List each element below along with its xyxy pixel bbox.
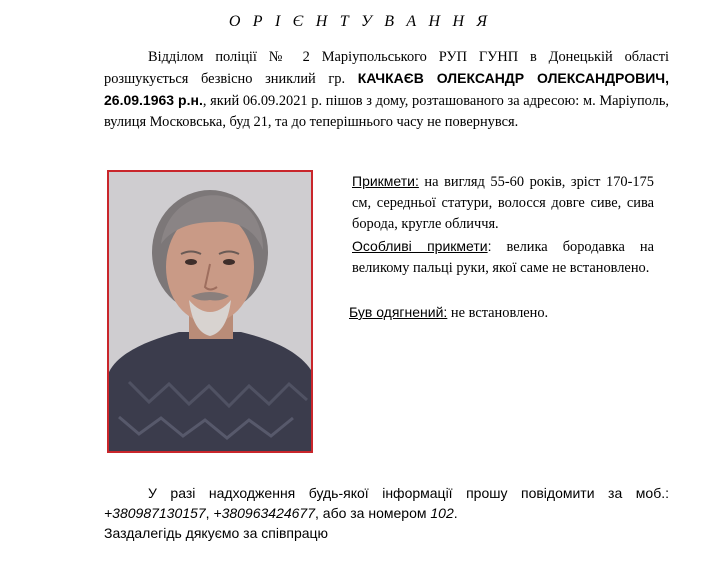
- phone-number-2: +380963424677: [213, 505, 315, 521]
- thanks-text: Заздалегідь дякуємо за співпрацю: [104, 525, 329, 541]
- intro-text-2: , який 06.09.2021 р. пішов з дому, розташованого за адресою: м. Маріуполь, вулиця Московська, буд 21, та до теперішнього часу не повернувся.: [104, 93, 669, 130]
- or-number-text: , або за номером: [315, 505, 427, 521]
- special-signs-label: Особливі прикмети: [352, 238, 488, 254]
- signs-text: на вигляд 55-60 років, зріст 170-175 см, середньої статури, волосся довге сиве, сива борода, кругле обличчя.: [352, 174, 654, 232]
- right-eye: [223, 259, 235, 265]
- special-signs-colon: :: [487, 238, 492, 254]
- clothes-text: не встановлено.: [447, 305, 549, 321]
- intro-text-1: Відділом поліції № 2 Маріупольського РУП ГУНП в Донецькій області розшукується безвісно зниклий гр.: [104, 49, 669, 87]
- intro-paragraph: [104, 47, 669, 133]
- special-signs-text: велика бородавка на великому пальці руки, якої саме не встановлено.: [352, 239, 655, 276]
- portrait-illustration: [109, 172, 311, 451]
- phone-number-1: +380987130157: [104, 505, 206, 521]
- phone-separator: ,: [205, 505, 214, 521]
- contact-text: У разі надходження будь-якої інформації прошу повідомити за моб.:: [148, 485, 669, 501]
- short-number: 102: [430, 505, 454, 521]
- special-signs-block: [352, 236, 654, 279]
- page-title: О Р І Є Н Т У В А Н Н Я: [228, 13, 492, 30]
- portrait-photo: [107, 170, 313, 453]
- clothes-block: [349, 302, 651, 324]
- signs-block: [352, 171, 654, 235]
- clothes-label: Був одягнений:: [349, 304, 448, 320]
- signs-label: Прикмети:: [352, 173, 419, 189]
- contact-paragraph: [104, 483, 669, 543]
- sentence-dot: .: [453, 505, 458, 521]
- left-eye: [185, 259, 197, 265]
- missing-person-name: КАЧКАЄВ ОЛЕКСАНДР ОЛЕКСАНДРОВИЧ, 26.09.1963 р.н.: [104, 70, 669, 108]
